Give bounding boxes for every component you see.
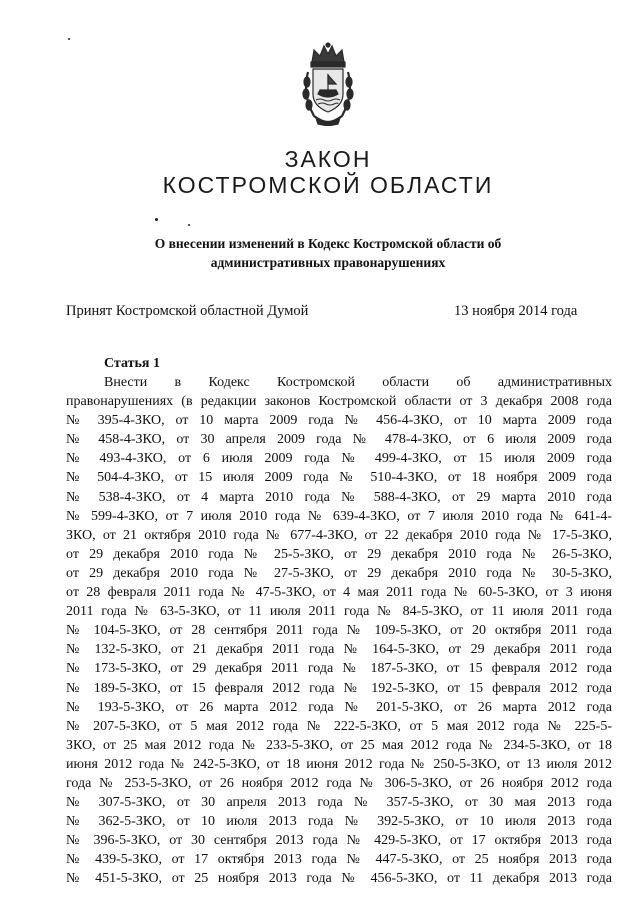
article-heading: Статья 1 [104,356,160,371]
article-line: Внести в Кодекс Костромской области об административных [104,375,612,390]
article-line: от 29 декабря 2010 года № 25-5-ЗКО, от 29 декабря 2010 года № 26-5-ЗКО, [66,546,612,562]
article-line: года № 253-5-ЗКО, от 26 ноября 2012 года № 306-5-ЗКО, от 26 ноября 2012 года [66,775,612,791]
article-line: № 396-5-ЗКО, от 30 сентября 2013 года № 429-5-ЗКО, от 17 октября 2013 года [66,833,612,849]
adopted-by: Принят Костромской областной Думой [66,303,309,319]
coat-of-arms-icon [298,42,358,126]
article-line: июня 2012 года № 242-5-ЗКО, от 18 июня 2012 года № 250-5-ЗКО, от 13 июля 2012 [66,756,612,772]
article-line: от 28 февраля 2011 года № 47-5-ЗКО, от 4 мая 2011 года № 60-5-ЗКО, от 3 июня [66,585,612,601]
article-line: № 132-5-ЗКО, от 21 декабря 2011 года № 164-5-ЗКО, от 29 декабря 2011 года [66,642,612,658]
law-title: ЗАКОН [284,146,372,172]
article-line: № 207-5-ЗКО, от 5 мая 2012 года № 222-5-ЗКО, от 5 мая 2012 года № 225-5- [66,718,612,734]
article-line: № 439-5-ЗКО, от 17 октября 2013 года № 447-5-ЗКО, от 25 ноября 2013 года [66,852,612,868]
article-line: № 104-5-ЗКО, от 28 сентября 2011 года № 109-5-ЗКО, от 20 октября 2011 года [66,623,612,639]
article-line: ЗКО, от 21 октября 2010 года № 677-4-ЗКО, от 22 декабря 2010 года № 17-5-ЗКО, [66,527,612,543]
article-body [66,373,612,889]
article-line: № 493-4-ЗКО, от 6 июля 2009 года № 499-4-ЗКО, от 15 июля 2009 года [66,451,612,467]
article-line: № 395-4-ЗКО, от 10 марта 2009 года № 456-4-ЗКО, от 10 марта 2009 года [66,413,612,429]
adoption-date: 13 ноября 2014 года [454,303,578,319]
law-subject-line-1: О внесении изменений в Кодекс Костромской области об [154,236,502,251]
scan-speck [68,38,70,40]
scan-speck [188,224,190,226]
law-subject-line-2: административных правонарушениях [210,255,446,270]
article-line: № 307-5-ЗКО, от 30 апреля 2013 года № 357-5-ЗКО, от 30 мая 2013 года [66,795,612,811]
article-line: № 458-4-ЗКО, от 30 апреля 2009 года № 478-4-ЗКО, от 6 июля 2009 года [66,432,612,448]
region-title: КОСТРОМСКОЙ ОБЛАСТИ [162,172,494,198]
article-line: № 504-4-ЗКО, от 15 июля 2009 года № 510-4-ЗКО, от 18 ноября 2009 года [66,470,612,486]
article-line: ЗКО, от 25 мая 2012 года № 233-5-ЗКО, от 25 мая 2012 года № 234-5-ЗКО, от 18 [66,737,612,753]
article-line: № 599-4-ЗКО, от 7 июля 2010 года № 639-4-ЗКО, от 7 июля 2010 года № 641-4- [66,508,612,524]
article-line: № 173-5-ЗКО, от 29 декабря 2011 года № 187-5-ЗКО, от 15 февраля 2012 года [66,661,612,677]
article-line: от 29 декабря 2010 года № 27-5-ЗКО, от 29 декабря 2010 года № 30-5-ЗКО, [66,565,612,581]
article-line: правонарушениях (в редакции законов Костромской области от 3 декабря 2008 года [66,394,612,410]
article-line: № 362-5-ЗКО, от 10 июля 2013 года № 392-5-ЗКО, от 10 июля 2013 года [66,814,612,830]
article-line: № 193-5-ЗКО, от 26 марта 2012 года № 201-5-ЗКО, от 26 марта 2012 года [66,699,612,715]
article-line: № 538-4-ЗКО, от 4 марта 2010 года № 588-4-ЗКО, от 29 марта 2010 года [66,489,612,505]
scan-speck [155,218,158,221]
article-line: 2011 года № 63-5-ЗКО, от 11 июля 2011 года № 84-5-ЗКО, от 11 июля 2011 года [66,604,612,620]
article-line: № 451-5-ЗКО, от 25 ноября 2013 года № 456-5-ЗКО, от 11 декабря 2013 года [66,871,612,887]
article-line: № 189-5-ЗКО, от 15 февраля 2012 года № 192-5-ЗКО, от 15 февраля 2012 года [66,680,612,696]
